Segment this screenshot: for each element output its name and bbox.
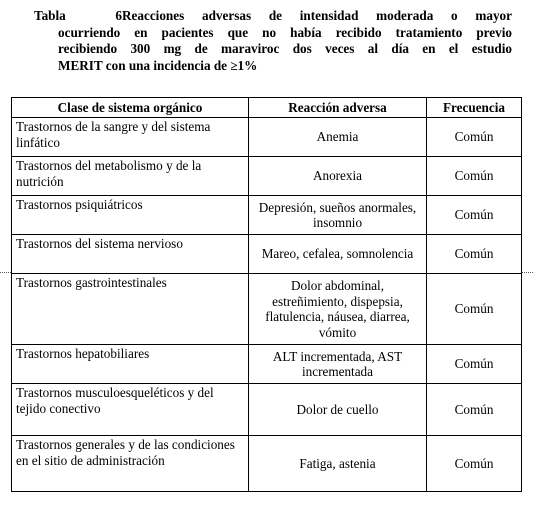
organ-class-cell: Trastornos del sistema nervioso xyxy=(12,235,249,274)
organ-class-cell: Trastornos psiquiátricos xyxy=(12,196,249,235)
frequency-cell: Común xyxy=(427,345,522,384)
frequency-cell: Común xyxy=(427,274,522,345)
adverse-reaction-cell: Fatiga, astenia xyxy=(249,436,427,492)
table-row xyxy=(12,274,522,345)
organ-class-cell: Trastornos gastrointestinales xyxy=(12,274,249,345)
adverse-reaction-cell: Mareo, cefalea, somnolencia xyxy=(249,235,427,274)
caption-first-line xyxy=(34,8,512,25)
header-organ-class: Clase de sistema orgánico xyxy=(12,98,249,118)
adverse-reaction-cell: Anorexia xyxy=(249,157,427,196)
organ-class-cell: Trastornos hepatobiliares xyxy=(12,345,249,384)
caption-title-line-4: MERIT con una incidencia de ≥1% xyxy=(58,57,258,73)
frequency-cell: Común xyxy=(427,157,522,196)
table-row xyxy=(12,436,522,492)
adverse-reactions-table xyxy=(11,97,522,492)
organ-class-cell: Trastornos musculoesqueléticos y del tejido conectivo xyxy=(12,384,249,436)
frequency-cell: Común xyxy=(427,196,522,235)
frequency-cell: Común xyxy=(427,118,522,157)
adverse-reaction-cell: Anemia xyxy=(249,118,427,157)
header-frequency: Frecuencia xyxy=(427,98,522,118)
table-row xyxy=(12,235,522,274)
table-row xyxy=(12,196,522,235)
caption-label: Tabla 6 xyxy=(34,8,122,23)
organ-class-cell: Trastornos generales y de las condiciones en el sitio de administración xyxy=(12,436,249,492)
caption-title-line-2: ocurriendo en pacientes que no había recibido tratamiento previo xyxy=(58,24,512,40)
frequency-cell: Común xyxy=(427,384,522,436)
adverse-reaction-cell: Depresión, sueños anormales, insomnio xyxy=(249,196,427,235)
table-row xyxy=(12,384,522,436)
table-row xyxy=(12,118,522,157)
table-row xyxy=(12,345,522,384)
caption-title-line-3: recibiendo 300 mg de maraviroc dos veces al día en el estudio xyxy=(58,41,512,56)
table-header-row xyxy=(12,98,522,118)
frequency-cell: Común xyxy=(427,235,522,274)
adverse-reaction-cell: ALT incrementada, AST incrementada xyxy=(249,345,427,384)
organ-class-cell: Trastornos de la sangre y del sistema linfático xyxy=(12,118,249,157)
organ-class-cell: Trastornos del metabolismo y de la nutrición xyxy=(12,157,249,196)
frequency-cell: Común xyxy=(427,436,522,492)
caption-title-line-1: Reacciones adversas de intensidad moderada o mayor xyxy=(122,8,512,23)
adverse-reaction-cell: Dolor abdominal, estreñimiento, dispepsia, flatulencia, náusea, diarrea, vómito xyxy=(249,274,427,345)
table-caption xyxy=(34,8,512,74)
table-row xyxy=(12,157,522,196)
adverse-reaction-cell: Dolor de cuello xyxy=(249,384,427,436)
header-adverse-reaction: Reacción adversa xyxy=(249,98,427,118)
